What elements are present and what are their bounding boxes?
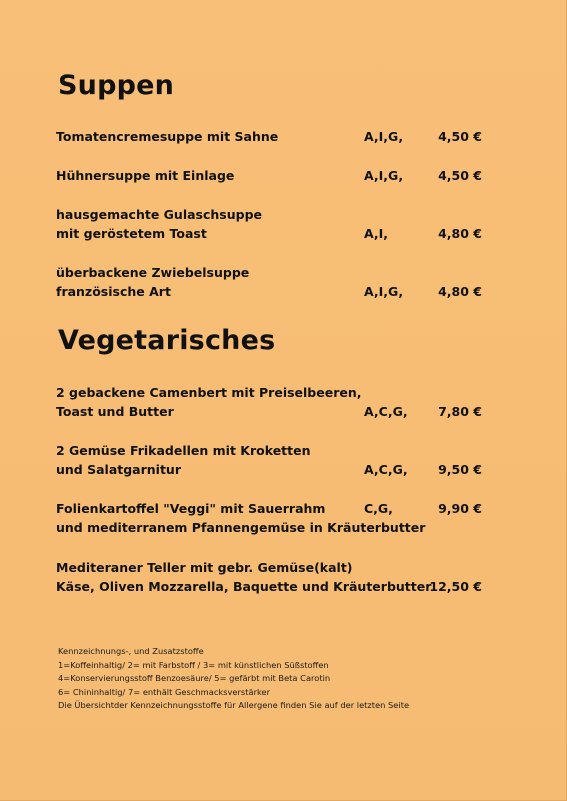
menu-item-allergens: A,I,	[364, 226, 389, 241]
menu-item-allergens: A,I,G,	[364, 168, 404, 183]
menu-item-description: Mediteraner Teller mit gebr. Gemüse(kalt) Käse, Oliven Mozzarella, Baquette und Kräuterbutter	[56, 560, 432, 594]
menu-item-price: 4,80 €	[438, 226, 482, 241]
menu-item-description: hausgemachte Gulaschsuppe mit geröstetem Toast	[56, 207, 263, 241]
menu-item-allergens: A,C,G,	[364, 462, 408, 477]
menu-item-gulaschsuppe	[56, 205, 496, 243]
menu-item-description: überbackene Zwiebelsuppe französische Art	[56, 265, 250, 299]
menu-item-price: 4,50 €	[438, 129, 482, 144]
menu-item-tomatencremesuppe	[56, 127, 496, 146]
footnote-line: 1=Koffeinhaltig/ 2= mit Farbstoff / 3= mit künstlichen Süßstoffen	[58, 659, 329, 670]
allergen-footnotes	[58, 645, 409, 713]
menu-item-description: Folienkartoffel "Veggi" mit Sauerrahm und mediterranem Pfannengemüse in Kräuterbutter	[56, 501, 426, 535]
menu-item-description: 2 gebackene Camenbert mit Preiselbeeren, Toast und Butter	[56, 385, 362, 419]
menu-item-price: 7,80 €	[438, 404, 482, 419]
section-title-vegetarisches: Vegetarisches	[58, 325, 276, 356]
footnote-heading: Kennzeichnungs-, und Zusatzstoffe	[58, 646, 204, 656]
menu-item-allergens: A,I,G,	[364, 129, 404, 144]
menu-item-price: 12,50 €	[429, 579, 482, 594]
menu-item-price: 9,50 €	[438, 462, 482, 477]
menu-item-huehnersuppe	[56, 166, 496, 185]
footnote-line: Die Übersichtder Kennzeichnungsstoffe für Allergene finden Sie auf der letzten Seite	[58, 700, 410, 711]
menu-item-description: Hühnersuppe mit Einlage	[56, 168, 235, 183]
section-title-suppen: Suppen	[58, 70, 175, 101]
menu-item-price: 9,90 €	[438, 501, 482, 516]
menu-item-price: 4,80 €	[438, 284, 482, 299]
menu-item-mediteraner-teller	[56, 558, 496, 596]
menu-item-price: 4,50 €	[438, 168, 482, 183]
menu-item-description: 2 Gemüse Frikadellen mit Kroketten und Salatgarnitur	[56, 443, 311, 477]
menu-item-camenbert	[56, 383, 496, 421]
footnote-line: 4=Konservierungsstoff Benzoesäure/ 5= gefärbt mit Beta Carotin	[58, 673, 331, 684]
menu-item-gemuese-frikadellen	[56, 441, 496, 479]
menu-item-folienkartoffel	[56, 499, 496, 537]
menu-item-zwiebelsuppe	[56, 263, 496, 301]
menu-item-allergens: A,C,G,	[364, 404, 408, 419]
menu-item-description: Tomatencremesuppe mit Sahne	[56, 129, 279, 144]
menu-item-allergens: C,G,	[364, 501, 393, 516]
footnote-line: 6= Chininhaltig/ 7= enthält Geschmacksverstärker	[58, 686, 271, 697]
menu-item-allergens: A,I,G,	[364, 284, 404, 299]
